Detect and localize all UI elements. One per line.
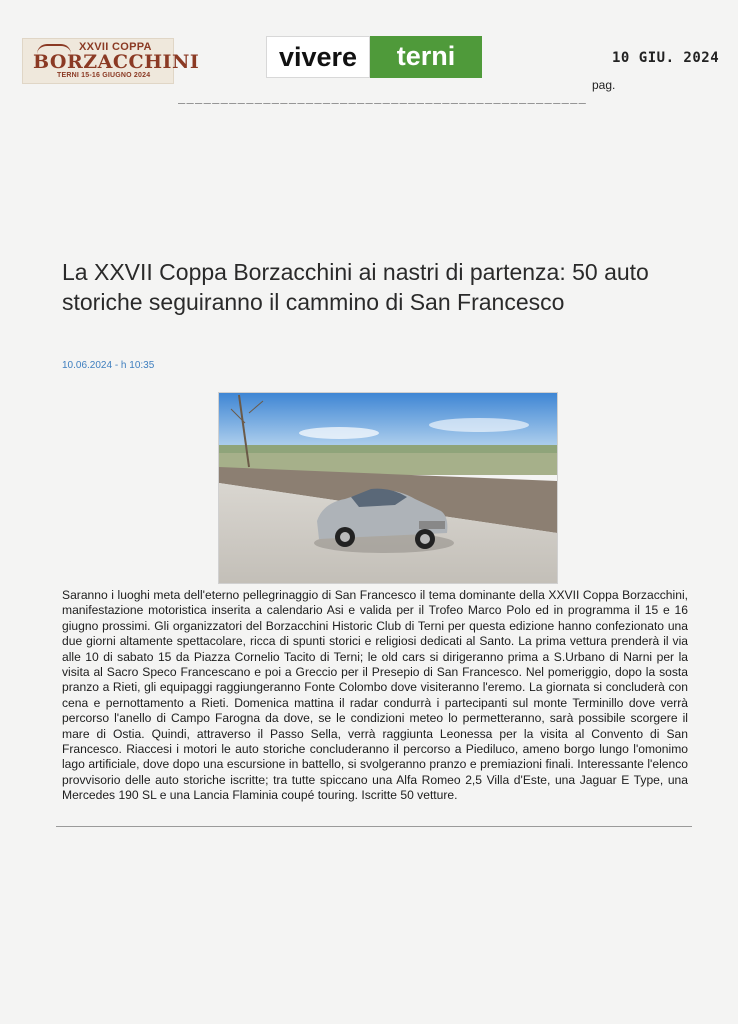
article-title: La XXVII Coppa Borzacchini ai nastri di partenza: 50 auto storiche seguiranno il cammino di San Francesco [62,259,649,315]
vivere-terni-logo [266,36,482,78]
logo-line-edition: XXVII COPPA [79,41,152,53]
logo-line-name: BORZACCHINI [33,51,200,73]
photo-classic-car-icon [219,393,557,583]
bottom-divider [56,826,692,827]
source-dash-line: ________________________________________________ [178,90,588,104]
coppa-borzacchini-logo [22,38,200,84]
page-label: pag. [592,78,616,92]
logo-line-dates: TERNI 15-16 GIUGNO 2024 [57,72,151,79]
logo-terni-text: terni [370,36,482,78]
article-dateline: 10.06.2024 - h 10:35 [62,360,155,371]
date-stamp: 10 GIU. 2024 [612,50,720,66]
article-photo [218,392,558,584]
article-body: Saranno i luoghi meta dell'eterno pellegrinaggio di San Francesco il tema dominante della XXVII Coppa Borzacchini, manifestazione motoristica inserita a calendario Asi e valida per il Trofeo Marco Polo ed in programma il 15 e 16 giugno prossimi. Gli organizzatori del Borzacchini Historic Club di Terni per questa edizione hanno confezionato una due giorni altamente spettacolare, ricca di spunti storici e religiosi dedicati al Santo. La prima vettura prenderà il via alle 10 di sabato 15 da Piazza Cornelio Tacito di Terni; le old cars si dirigeranno prima a S.Urbano di Narni per la visita al Sacro Speco Francescano e poi a Greccio per il Presepio di San Francesco. Nel pomeriggio, dopo la sosta pranzo a Rieti, gli equipaggi raggiungeranno Fonte Colombo dove visiteranno l'eremo. La giornata si concluderà con cena e pernottamento a Rieti. Domenica mattina il radar condurrà i partecipanti sul monte Terminillo dove verrà percorso l'anello di Campo Farogna da dove, se le condizioni meteo lo permetteranno, sarà possibile scorgere il mare di Ostia. Quindi, attraverso il Passo Sella, verrà raggiunta Leonessa per la visita al Convento di San Francesco. Riaccesi i motori le auto storiche concluderanno il percorso a Piediluco, ameno borgo lungo l'omonimo lago artificiale, dove dopo una escursione in battello, si svolgeranno pranzo e premiazioni finali. Interessante l'elenco provvisorio delle auto storiche iscritte; tra tutte spiccano una Alfa Romeo 2,5 Villa d'Este, una Jaguar E Type, una Mercedes 190 SL e una Lancia Flaminia coupé touring. Iscritte 50 vetture. [62,588,688,803]
logo-vivere-text: vivere [266,36,370,78]
